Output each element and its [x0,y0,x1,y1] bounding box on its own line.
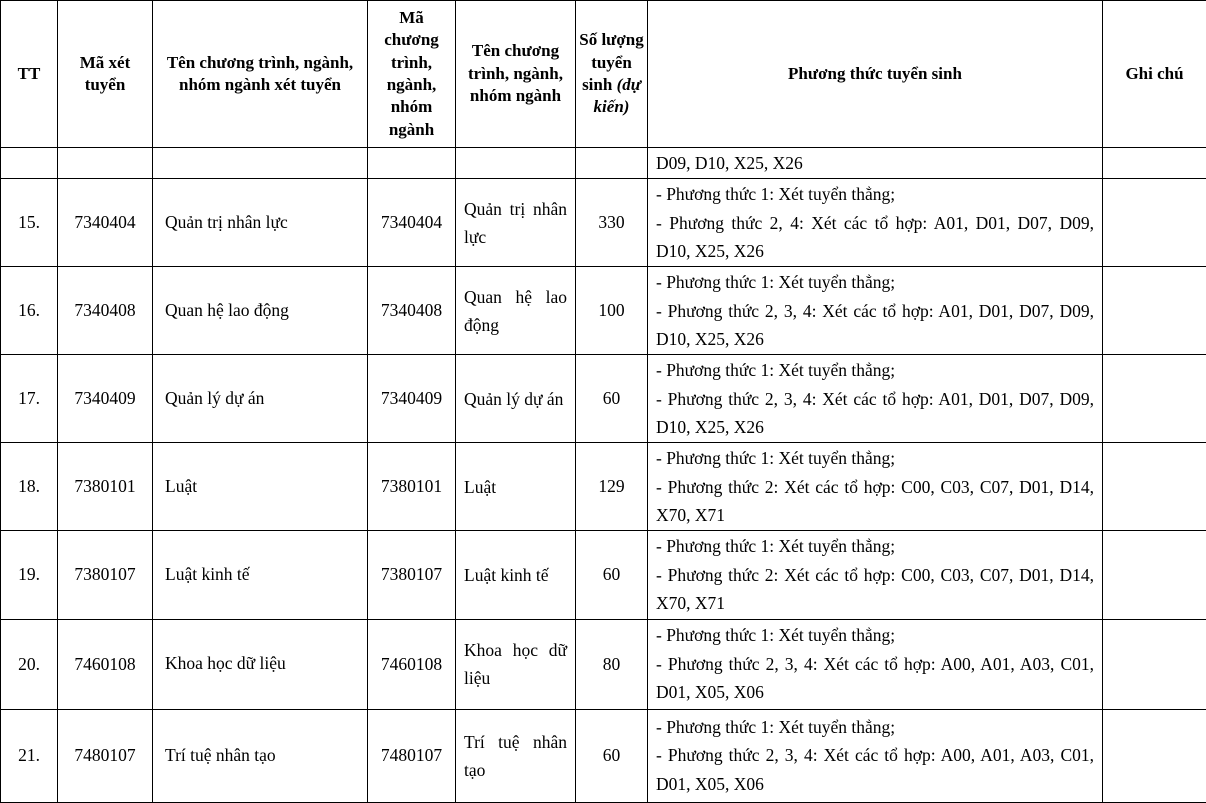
ma-xet-tuyen-value: 7380101 [64,476,146,497]
table-row [1,619,1206,709]
table-header-row [1,1,1206,148]
ten-xet-tuyen-value: Luật kinh tế [165,562,361,587]
cell-tt [1,709,58,802]
cell-phuong-thuc [648,709,1103,802]
phuong-thuc-line-1: - Phương thức 1: Xét tuyển thẳng; [656,532,1094,560]
cell-ghi-chu [1103,619,1206,709]
ten-nganh-value: Luật [464,473,567,501]
so-luong-value: 60 [582,564,641,585]
header-ten-xet-tuyen [153,1,368,148]
cell-ten-xet-tuyen [153,709,368,802]
so-luong-value: 129 [582,476,641,497]
cell-phuong-thuc [648,531,1103,619]
header-tt-label: TT [18,64,41,83]
header-so-luong-note: (dự kiến) [594,75,641,116]
cell-ma-xet-tuyen [58,267,153,355]
phuong-thuc-line-1: - Phương thức 1: Xét tuyển thẳng; [656,621,1094,649]
ma-nganh-value: 7460108 [374,654,449,675]
cell-ma-nganh [368,531,456,619]
cell-so-luong [576,179,648,267]
ma-nganh-value: 7340408 [374,300,449,321]
cell-ten-xet-tuyen [153,267,368,355]
ma-nganh-value: 7340409 [374,388,449,409]
row-number: 20. [7,654,51,675]
row-number: 21. [7,745,51,766]
table-row [1,531,1206,619]
cell-ma-xet-tuyen [58,531,153,619]
cell-phuong-thuc [648,355,1103,443]
cell-ghi-chu [1103,267,1206,355]
cell-so-luong [576,531,648,619]
phuong-thuc-line-1: - Phương thức 1: Xét tuyển thẳng; [656,444,1094,472]
table-body [1,148,1206,803]
phuong-thuc-line-2: - Phương thức 2, 4: Xét các tổ hợp: A01, D01, D07, D09, D10, X25, X26 [656,209,1094,266]
cell-ma-xet-tuyen [58,443,153,531]
header-ten-xet-tuyen-label: Tên chương trình, ngành, nhóm ngành xét tuyển [167,53,353,94]
header-ma-xet-tuyen-label: Mã xét tuyển [80,53,131,94]
ma-nganh-value: 7480107 [374,745,449,766]
phuong-thuc-line-1: - Phương thức 1: Xét tuyển thẳng; [656,356,1094,384]
cell-phuong-thuc [648,148,1103,179]
row-number: 19. [7,564,51,585]
phuong-thuc-line-2: - Phương thức 2, 3, 4: Xét các tổ hợp: A01, D01, D07, D09, D10, X25, X26 [656,385,1094,442]
cell-tt [1,267,58,355]
ma-xet-tuyen-value: 7380107 [64,564,146,585]
cell-ten-nganh [456,443,576,531]
so-luong-value: 80 [582,654,641,675]
header-phuong-thuc-label: Phương thức tuyển sinh [788,64,962,83]
cell-ten-nganh [456,355,576,443]
ten-nganh-value: Khoa học dữ liệu [464,636,567,692]
row-number: 18. [7,476,51,497]
ten-xet-tuyen-value: Trí tuệ nhân tạo [165,743,361,768]
ten-nganh-value: Quan hệ lao động [464,283,567,339]
cell-so-luong [576,267,648,355]
cell-so-luong [576,148,648,179]
cell-ma-nganh [368,179,456,267]
ma-xet-tuyen-value: 7480107 [64,745,146,766]
cell-ten-xet-tuyen [153,148,368,179]
so-luong-value: 60 [582,388,641,409]
phuong-thuc-line-2: - Phương thức 2, 3, 4: Xét các tổ hợp: A01, D01, D07, D09, D10, X25, X26 [656,297,1094,354]
ten-nganh-value: Quản trị nhân lực [464,195,567,251]
cell-so-luong [576,355,648,443]
cell-ma-xet-tuyen [58,709,153,802]
cell-ghi-chu [1103,443,1206,531]
cell-ma-xet-tuyen [58,355,153,443]
ma-xet-tuyen-value: 7340409 [64,388,146,409]
header-ten-nganh-label: Tên chương trình, ngành, nhóm ngành [468,41,563,105]
cell-ten-xet-tuyen [153,443,368,531]
ten-xet-tuyen-value: Luật [165,474,361,499]
table-row [1,148,1206,179]
table-row [1,709,1206,802]
header-tt [1,1,58,148]
header-ma-nganh-label: Mã chương trình, ngành, nhóm ngành [384,8,439,139]
phuong-thuc-line-2: - Phương thức 2: Xét các tổ hợp: C00, C03, C07, D01, D14, X70, X71 [656,473,1094,530]
phuong-thuc-line-1: - Phương thức 1: Xét tuyển thẳng; [656,713,1094,741]
cell-tt [1,148,58,179]
so-luong-value: 330 [582,212,641,233]
cell-ten-nganh [456,267,576,355]
header-ma-xet-tuyen [58,1,153,148]
cell-ma-nganh [368,709,456,802]
cell-tt [1,531,58,619]
cell-ma-xet-tuyen [58,619,153,709]
cell-ten-xet-tuyen [153,619,368,709]
cell-ghi-chu [1103,148,1206,179]
cell-ma-nganh [368,443,456,531]
ten-xet-tuyen-value: Quan hệ lao động [165,298,361,323]
cell-phuong-thuc [648,443,1103,531]
cell-tt [1,179,58,267]
row-number: 15. [7,212,51,233]
table-row [1,443,1206,531]
phuong-thuc-line-1: D09, D10, X25, X26 [656,149,1094,177]
ten-xet-tuyen-value: Quản trị nhân lực [165,210,361,235]
ten-nganh-value: Luật kinh tế [464,561,567,589]
cell-so-luong [576,619,648,709]
cell-phuong-thuc [648,619,1103,709]
ma-nganh-value: 7380107 [374,564,449,585]
ten-nganh-value: Quản lý dự án [464,385,567,413]
cell-ma-xet-tuyen [58,179,153,267]
row-number: 17. [7,388,51,409]
row-number: 16. [7,300,51,321]
ma-nganh-value: 7340404 [374,212,449,233]
header-ten-nganh [456,1,576,148]
cell-ten-xet-tuyen [153,531,368,619]
so-luong-value: 60 [582,745,641,766]
table-row [1,179,1206,267]
phuong-thuc-line-1: - Phương thức 1: Xét tuyển thẳng; [656,268,1094,296]
ten-xet-tuyen-value: Quản lý dự án [165,386,361,411]
cell-ghi-chu [1103,179,1206,267]
phuong-thuc-line-1: - Phương thức 1: Xét tuyển thẳng; [656,180,1094,208]
ma-nganh-value: 7380101 [374,476,449,497]
cell-ten-xet-tuyen [153,355,368,443]
cell-phuong-thuc [648,267,1103,355]
header-so-luong [576,1,648,148]
cell-ten-nganh [456,531,576,619]
cell-ma-nganh [368,619,456,709]
cell-tt [1,355,58,443]
ma-xet-tuyen-value: 7460108 [64,654,146,675]
cell-ten-nganh [456,709,576,802]
cell-ma-nganh [368,148,456,179]
header-so-luong-label: Số lượng tuyển sinh [579,30,644,94]
header-ghi-chu [1103,1,1206,148]
cell-ten-nganh [456,179,576,267]
cell-ten-xet-tuyen [153,179,368,267]
ten-xet-tuyen-value: Khoa học dữ liệu [165,651,361,676]
cell-ten-nganh [456,148,576,179]
cell-ma-nganh [368,355,456,443]
ma-xet-tuyen-value: 7340404 [64,212,146,233]
header-ghi-chu-label: Ghi chú [1125,64,1183,83]
phuong-thuc-line-2: - Phương thức 2, 3, 4: Xét các tổ hợp: A00, A01, A03, C01, D01, X05, X06 [656,741,1094,798]
phuong-thuc-line-2: - Phương thức 2: Xét các tổ hợp: C00, C03, C07, D01, D14, X70, X71 [656,561,1094,618]
cell-ghi-chu [1103,709,1206,802]
cell-ghi-chu [1103,531,1206,619]
phuong-thuc-line-2: - Phương thức 2, 3, 4: Xét các tổ hợp: A00, A01, A03, C01, D01, X05, X06 [656,650,1094,707]
header-ma-nganh [368,1,456,148]
so-luong-value: 100 [582,300,641,321]
cell-ma-xet-tuyen [58,148,153,179]
ten-nganh-value: Trí tuệ nhân tạo [464,728,567,784]
cell-phuong-thuc [648,179,1103,267]
cell-ten-nganh [456,619,576,709]
cell-tt [1,619,58,709]
table-row [1,267,1206,355]
cell-tt [1,443,58,531]
ma-xet-tuyen-value: 7340408 [64,300,146,321]
header-phuong-thuc [648,1,1103,148]
cell-ghi-chu [1103,355,1206,443]
cell-so-luong [576,709,648,802]
cell-so-luong [576,443,648,531]
table-row [1,355,1206,443]
cell-ma-nganh [368,267,456,355]
